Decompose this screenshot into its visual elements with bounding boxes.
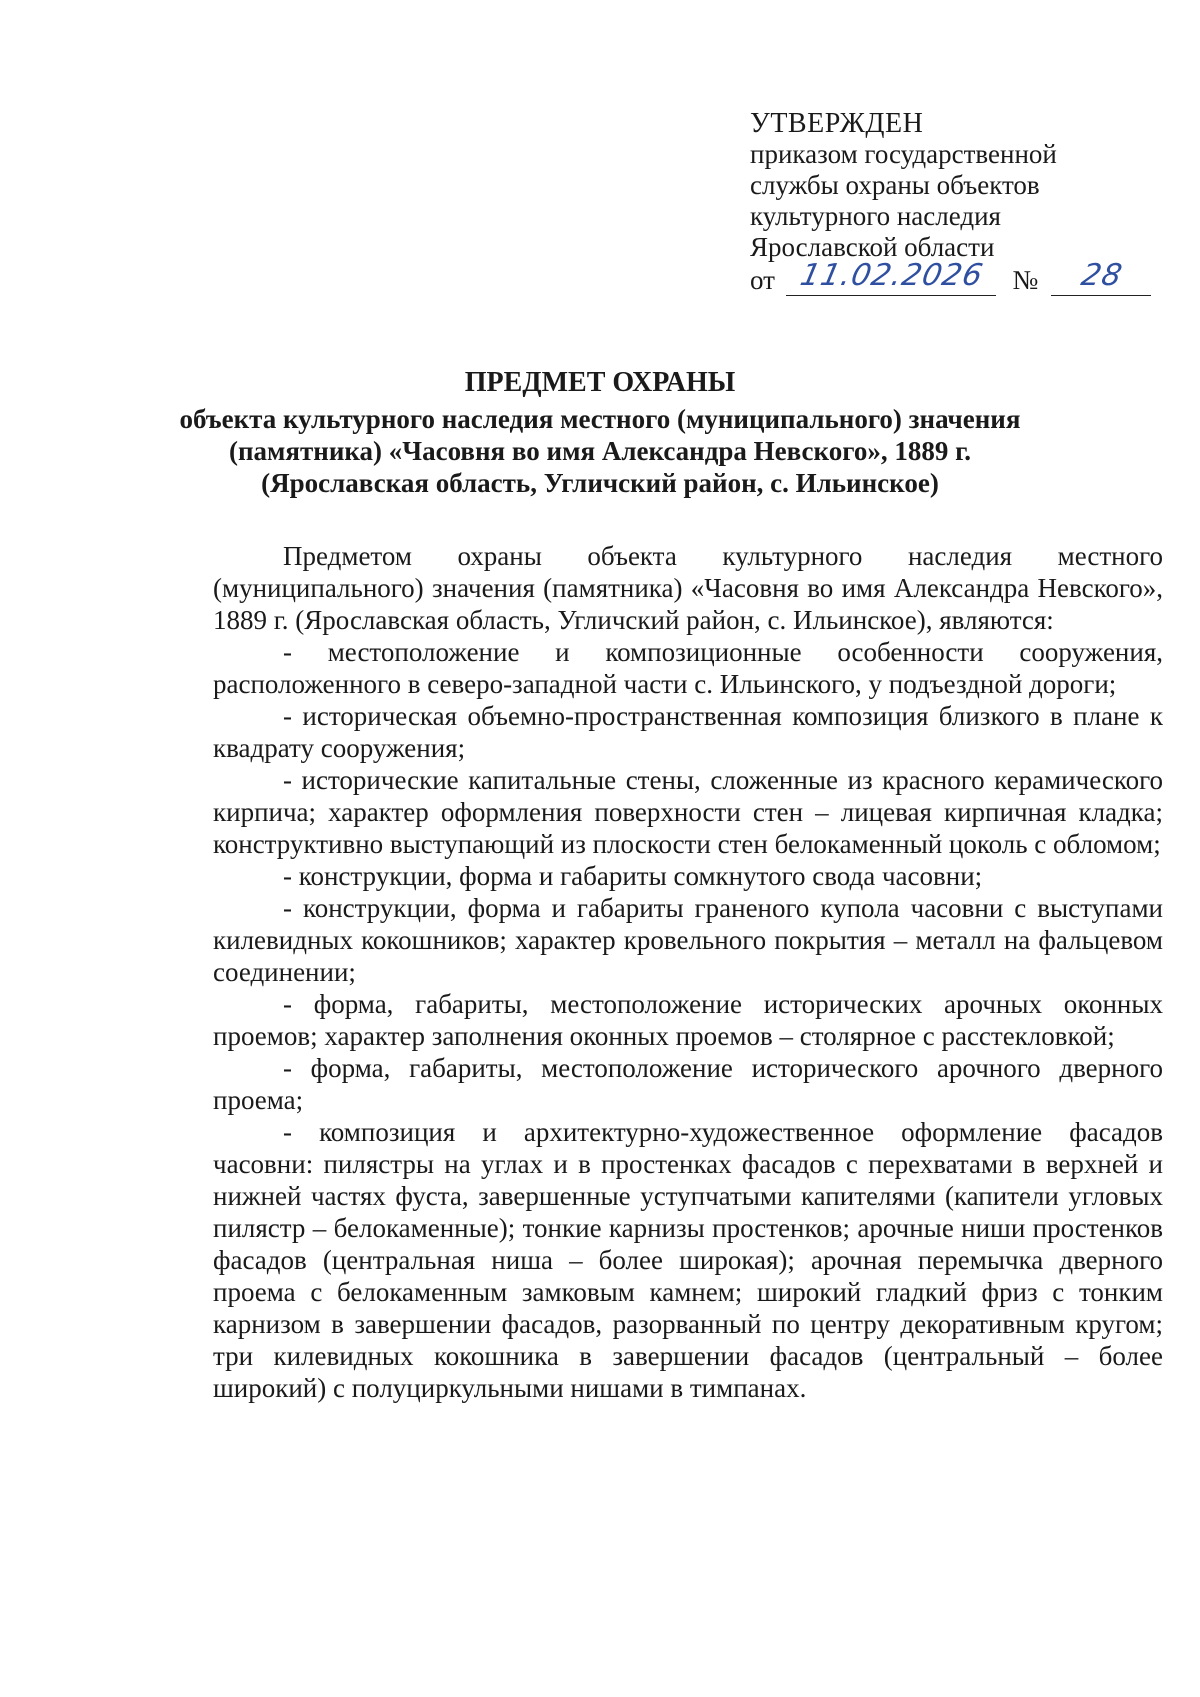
body-list-item: - конструкции, форма и габариты сомкнутого свода часовни;	[283, 861, 983, 891]
number-blank	[1051, 258, 1151, 296]
document-body	[213, 540, 1163, 1404]
date-prefix: от	[750, 265, 775, 295]
document-title	[120, 367, 1080, 499]
body-list-item: - исторические капитальные стены, сложенные из красного керамического кирпича; характер оформления поверхности стен – лицевая кирпичная кладка; конструктивно выступающий из плоскости стен белокаменный цоколь с обломом;	[213, 765, 1163, 859]
approval-line: Ярославской области	[750, 232, 995, 262]
handwritten-number: 28	[1078, 258, 1126, 293]
approval-date-line	[750, 258, 1150, 296]
approval-line: культурного наследия	[750, 201, 1001, 231]
date-blank	[786, 258, 996, 296]
body-list-item: - местоположение и композиционные особенности сооружения, расположенного в северо-западной части с. Ильинского, у подъездной дороги;	[213, 637, 1163, 699]
body-list-item: - композиция и архитектурно-художественное оформление фасадов часовни: пилястры на углах и в простенках фасадов с перехватами в верхней и нижней частях фуста, завершенные уступчатыми капителями (капители угловых пилястр – белокаменные); тонкие карнизы простенков; арочные ниши простенков фасадов (центральная ниша – более широкая); арочная перемычка дверного проема с белокаменным замковым камнем; широкий гладкий фриз с тонким карнизом в завершении фасадов, разорванный по центру декоративным кругом; три килевидных кокошника в завершении фасадов (центральный – более широкий) с полуциркульными нишами в тимпанах.	[213, 1117, 1163, 1403]
body-list-item: - форма, габариты, местоположение исторического арочного дверного проема;	[213, 1053, 1163, 1115]
body-list-item: - конструкции, форма и габариты граненого купола часовни с выступами килевидных кокошников; характер кровельного покрытия – металл на фальцевом соединении;	[213, 893, 1163, 987]
handwritten-date: 11.02.2026	[797, 258, 987, 293]
body-paragraph: Предметом охраны объекта культурного наследия местного (муниципального) значения (памятника) «Часовня во имя Александра Невского», 1889 г. (Ярославская область, Угличский район, с. Ильинское), являются:	[213, 541, 1163, 635]
title-line: (памятника) «Часовня во имя Александра Невского», 1889 г.	[228, 436, 972, 466]
approval-heading: УТВЕРЖДЕН	[750, 108, 924, 139]
title-line: (Ярославская область, Угличский район, с. Ильинское)	[261, 468, 939, 498]
approval-block	[750, 108, 1150, 296]
title-main: ПРЕДМЕТ ОХРАНЫ	[464, 367, 736, 398]
body-list-item: - форма, габариты, местоположение исторических арочных оконных проемов; характер заполнения оконных проемов – столярное с расстекловкой;	[213, 989, 1163, 1051]
approval-line: службы охраны объектов	[750, 170, 1040, 200]
number-prefix: №	[1012, 265, 1039, 295]
approval-line: приказом государственной	[750, 139, 1057, 169]
title-line: объекта культурного наследия местного (муниципального) значения	[179, 404, 1021, 434]
body-list-item: - историческая объемно-пространственная композиция близкого в плане к квадрату сооружения;	[213, 701, 1163, 763]
